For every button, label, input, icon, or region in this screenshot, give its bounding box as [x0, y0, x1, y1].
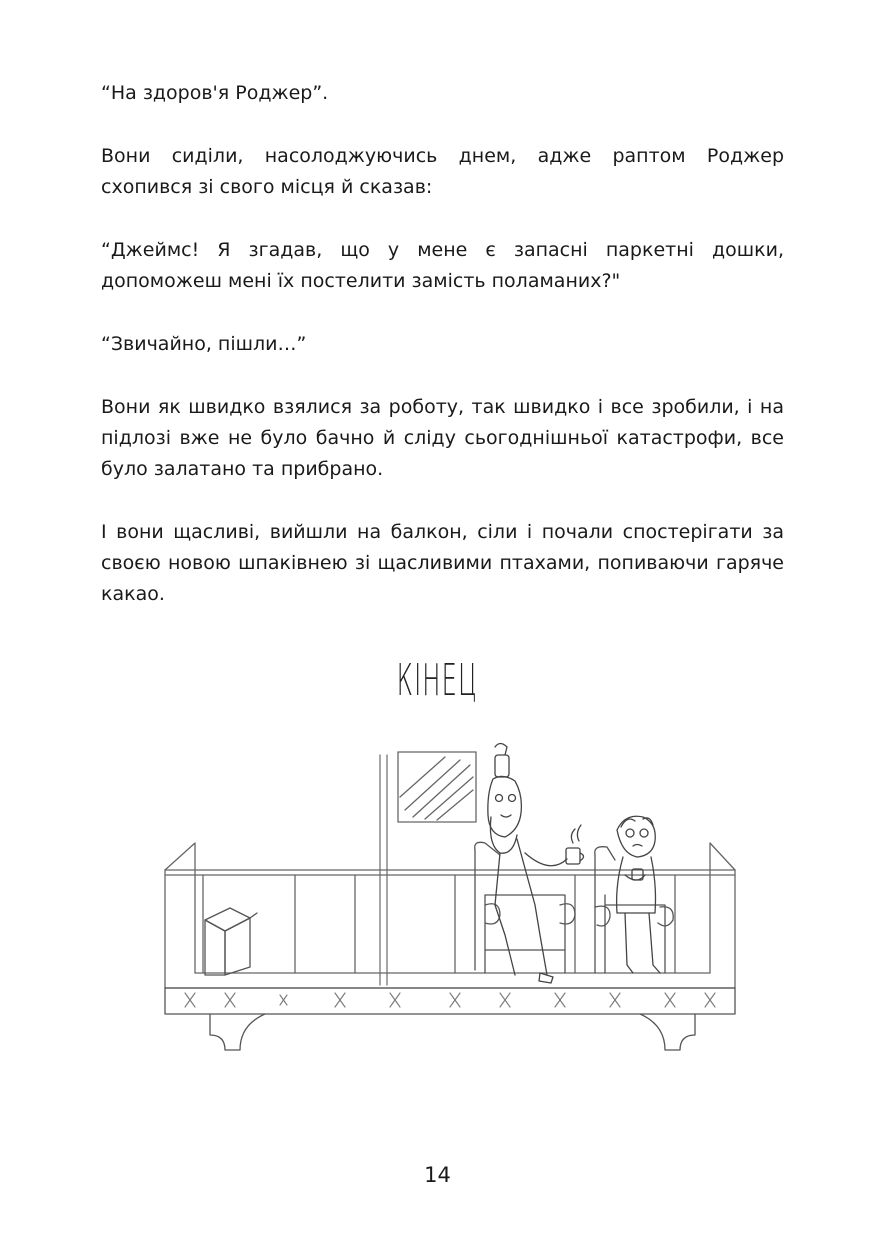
story-text [101, 78, 784, 642]
ending-title: КІНЕЦ [396, 655, 478, 706]
character-roger [617, 816, 660, 973]
character-james [488, 744, 584, 984]
chair-right [595, 847, 673, 973]
paragraph: “На здоров'я Роджер”. [101, 82, 329, 104]
box-drawing [205, 908, 257, 975]
paragraph: Вони сиділи, насолоджуючись днем, адже раптом Роджер схопився зі свого місця й сказав: [101, 145, 784, 198]
window-drawing [398, 752, 476, 822]
floor-beam [165, 988, 735, 1014]
paragraph: Вони як швидко взялися за роботу, так швидко і все зробили, і на підлозі вже не було бачно й сліду сьогоднішньої катастрофи, все було залатано та прибрано. [101, 396, 784, 480]
paragraph: “Джеймс! Я згадав, що у мене є запасні паркетні дошки, допоможеш мені їх постелити замість поламаних?" [101, 239, 784, 292]
page-number: 14 [424, 1163, 451, 1187]
paragraph: “Звичайно, пішли…” [101, 333, 307, 355]
balcony-illustration [155, 735, 745, 1065]
paragraph: І вони щасливі, вийшли на балкон, сіли і почали спостерігати за своєю новою шпаківнею зі щасливими птахами, попиваючи гаряче какао. [101, 521, 784, 605]
chair-left [475, 842, 575, 973]
brackets [210, 1014, 695, 1050]
